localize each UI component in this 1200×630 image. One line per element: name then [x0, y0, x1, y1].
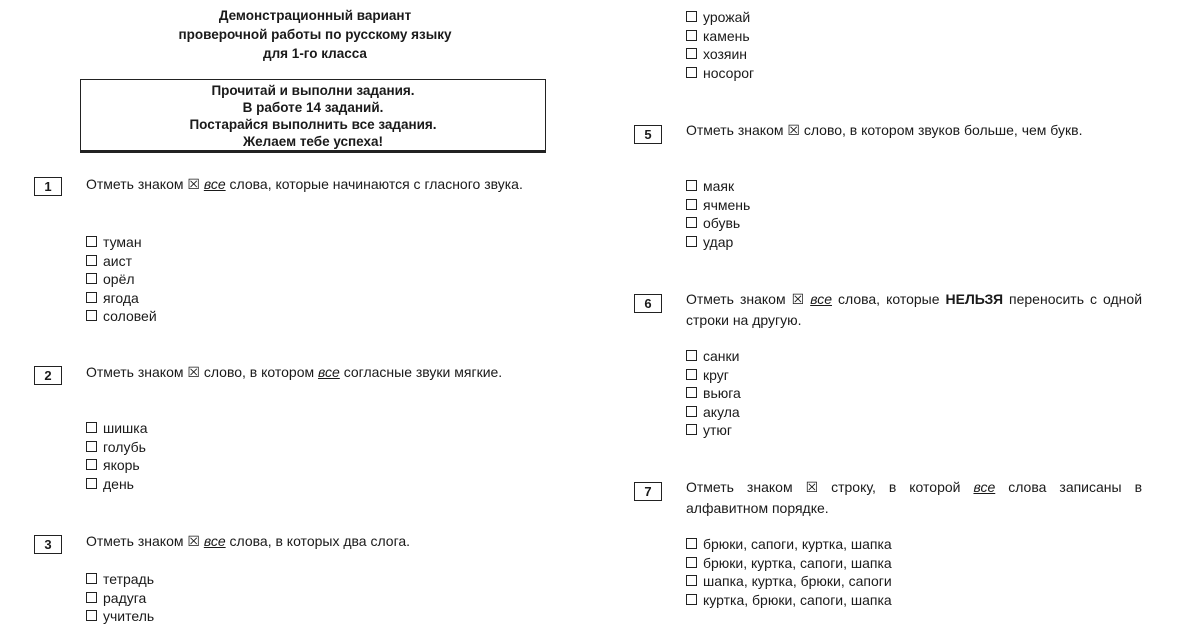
task-number: 5 — [634, 125, 662, 144]
options-list — [686, 177, 750, 251]
option[interactable]: ягода — [86, 289, 157, 308]
option[interactable]: голубь — [86, 438, 148, 457]
option[interactable]: учитель — [86, 607, 154, 626]
option[interactable]: утюг — [686, 421, 741, 440]
checkbox-icon[interactable] — [86, 292, 97, 303]
checkbox-icon[interactable] — [686, 575, 697, 586]
option[interactable]: аист — [86, 252, 157, 271]
option[interactable]: вьюга — [686, 384, 741, 403]
task-number: 2 — [34, 366, 62, 385]
task-number: 6 — [634, 294, 662, 313]
checkbox-icon[interactable] — [686, 199, 697, 210]
option[interactable]: шапка, куртка, брюки, сапоги — [686, 572, 892, 591]
option[interactable]: санки — [686, 347, 741, 366]
option[interactable]: куртка, брюки, сапоги, шапка — [686, 591, 892, 610]
option[interactable]: урожай — [686, 8, 754, 27]
instructions-line-4: Желаем тебе успеха! — [242, 134, 384, 149]
checkbox-icon[interactable] — [686, 217, 697, 228]
checkbox-icon[interactable] — [686, 406, 697, 417]
instructions-line-3: Постарайся выполнить все задания. — [189, 117, 437, 132]
option[interactable]: соловей — [86, 307, 157, 326]
task-text: Отметь знаком ☒ слово, в котором все согласные звуки мягкие. — [86, 364, 503, 380]
option[interactable]: шишка — [86, 419, 148, 438]
checkbox-icon[interactable] — [86, 610, 97, 621]
task-text: Отметь знаком ☒ все слова, в которых два слога. — [86, 533, 411, 549]
option[interactable]: маяк — [686, 177, 750, 196]
option[interactable]: носорог — [686, 64, 754, 83]
page-title — [110, 6, 520, 63]
task-number: 3 — [34, 535, 62, 554]
checkbox-icon[interactable] — [686, 369, 697, 380]
checkbox-icon[interactable] — [686, 30, 697, 41]
task-3-options-continued — [686, 8, 754, 82]
checkbox-icon[interactable] — [86, 478, 97, 489]
task-text: Отметь знаком ☒ строку, в которой все слова записаны в алфавитном порядке. — [686, 479, 1143, 516]
checked-box-icon: ☒ — [787, 122, 800, 138]
checkbox-icon[interactable] — [686, 11, 697, 22]
checked-box-icon: ☒ — [187, 176, 200, 192]
instructions-box — [80, 79, 546, 153]
option[interactable]: брюки, сапоги, куртка, шапка — [686, 535, 892, 554]
task-text: Отметь знаком ☒ все слова, которые НЕЛЬЗЯ переносить с одной строки на другую. — [686, 291, 1143, 328]
option[interactable]: обувь — [686, 214, 750, 233]
task-number: 7 — [634, 482, 662, 501]
checkbox-icon[interactable] — [86, 459, 97, 470]
checkbox-icon[interactable] — [686, 387, 697, 398]
options-list — [86, 233, 157, 326]
checked-box-icon: ☒ — [187, 533, 200, 549]
checkbox-icon[interactable] — [686, 48, 697, 59]
title-line-3: для 1-го класса — [263, 46, 367, 61]
options-list — [686, 535, 892, 609]
checkbox-icon[interactable] — [686, 424, 697, 435]
checkbox-icon[interactable] — [86, 441, 97, 452]
instructions-line-2: В работе 14 заданий. — [242, 100, 384, 115]
option[interactable]: туман — [86, 233, 157, 252]
option[interactable]: удар — [686, 233, 750, 252]
checkbox-icon[interactable] — [686, 557, 697, 568]
checkbox-icon[interactable] — [86, 255, 97, 266]
option[interactable]: тетрадь — [86, 570, 154, 589]
checkbox-icon[interactable] — [86, 592, 97, 603]
option[interactable]: камень — [686, 27, 754, 46]
option[interactable]: акула — [686, 403, 741, 422]
checkbox-icon[interactable] — [86, 310, 97, 321]
checkbox-icon[interactable] — [86, 236, 97, 247]
checkbox-icon[interactable] — [86, 573, 97, 584]
checkbox-icon[interactable] — [686, 350, 697, 361]
checkbox-icon[interactable] — [86, 422, 97, 433]
checkbox-icon[interactable] — [86, 273, 97, 284]
option[interactable]: орёл — [86, 270, 157, 289]
task-text: Отметь знаком ☒ все слова, которые начинаются с гласного звука. — [86, 176, 523, 192]
option[interactable]: круг — [686, 366, 741, 385]
option[interactable]: ячмень — [686, 196, 750, 215]
option[interactable]: брюки, куртка, сапоги, шапка — [686, 554, 892, 573]
checked-box-icon: ☒ — [791, 291, 805, 307]
options-list — [86, 419, 148, 493]
checkbox-icon[interactable] — [686, 67, 697, 78]
checkbox-icon[interactable] — [686, 594, 697, 605]
checked-box-icon: ☒ — [805, 479, 819, 495]
checkbox-icon[interactable] — [686, 538, 697, 549]
option[interactable]: хозяин — [686, 45, 754, 64]
options-list — [86, 570, 154, 626]
option[interactable]: день — [86, 475, 148, 494]
checked-box-icon: ☒ — [187, 364, 200, 380]
checkbox-icon[interactable] — [686, 180, 697, 191]
options-list — [686, 347, 741, 440]
title-line-1: Демонстрационный вариант — [218, 8, 412, 23]
task-text: Отметь знаком ☒ слово, в котором звуков больше, чем букв. — [686, 122, 1083, 138]
task-number: 1 — [34, 177, 62, 196]
option[interactable]: якорь — [86, 456, 148, 475]
title-line-2: проверочной работы по русскому языку — [178, 27, 452, 42]
instructions-line-1: Прочитай и выполни задания. — [211, 83, 415, 98]
checkbox-icon[interactable] — [686, 236, 697, 247]
option[interactable]: радуга — [86, 589, 154, 608]
